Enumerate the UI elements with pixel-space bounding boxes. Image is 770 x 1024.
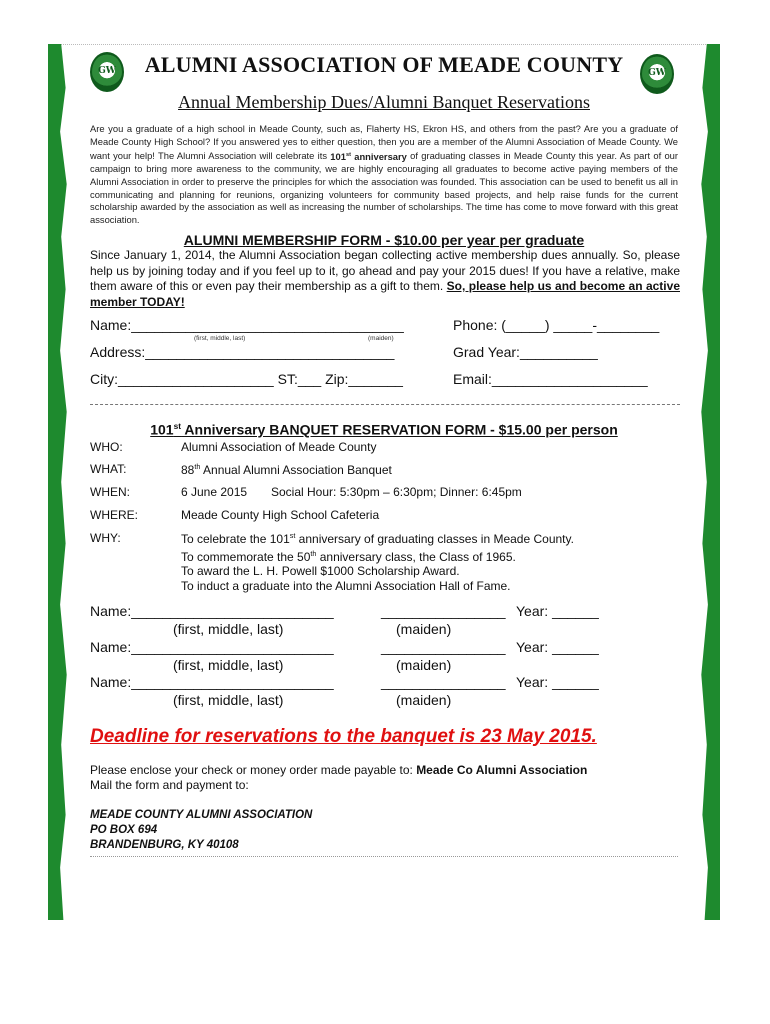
why-list — [181, 529, 574, 593]
why-item-2a: To commemorate the 50 — [181, 549, 311, 564]
member-grad-year-field[interactable]: Grad Year:__________ — [453, 344, 598, 360]
maiden-hint: (maiden) — [368, 335, 394, 342]
reservation-maiden-field-3[interactable]: ________________ — [381, 674, 506, 690]
banquet-form-title — [48, 421, 720, 438]
banquet-title-text: Anniversary BANQUET RESERVATION FORM - $15.00 per person — [181, 421, 618, 438]
what-value — [181, 460, 392, 478]
reservation-maiden-field-1[interactable]: ________________ — [381, 603, 506, 619]
reservation-year-field-1[interactable]: Year: ______ — [516, 603, 599, 619]
reservation-name-field-1[interactable]: Name:__________________________ — [90, 603, 334, 619]
member-name-field[interactable]: Name:___________________________________ — [90, 317, 404, 333]
reservation-hint-first-1: (first, middle, last) — [173, 621, 284, 637]
address-line-3: BRANDENBURG, KY 40108 — [90, 839, 239, 851]
member-email-field[interactable]: Email:____________________ — [453, 371, 648, 387]
right-green-border — [698, 44, 720, 920]
membership-text: Since January 1, 2014, the Alumni Association began collecting active membership dues annually. So, please help us by joining today and if you feel up to it, go ahead and pay your 2015 dues! If you have a relative, make them aware of this or even pay their membership as a gift to them. — [90, 248, 680, 293]
flyer-page — [48, 44, 720, 920]
name-hint: (first, middle, last) — [194, 335, 246, 342]
deadline-notice: Deadline for reservations to the banquet is 23 May 2015. — [90, 726, 597, 747]
enclose-line — [90, 763, 587, 778]
why-item-1a: To celebrate the 101 — [181, 532, 290, 546]
when-time: Social Hour: 5:30pm – 6:30pm; Dinner: 6:45pm — [271, 485, 522, 499]
why-label: WHY: — [90, 531, 121, 545]
who-value: Alumni Association of Meade County — [181, 440, 377, 454]
intro-anniversary-suffix: st — [345, 151, 351, 158]
why-item — [181, 529, 574, 547]
left-green-border — [48, 44, 70, 920]
intro-anniversary-number: 101 — [330, 150, 346, 162]
intro-paragraph — [90, 123, 678, 227]
payment-instructions — [90, 763, 587, 793]
what-number: 88 — [181, 463, 195, 477]
enclose-text: Please enclose your check or money order made payable to: — [90, 763, 417, 777]
membership-form-title: ALUMNI MEMBERSHIP FORM - $10.00 per year per graduate — [183, 232, 585, 248]
why-item-2sup: th — [310, 548, 317, 558]
why-item — [181, 547, 574, 565]
intro-text-2: of graduating classes in Meade County this year. As part of our campaign to bring more awareness to the community, we are highly encouraging all graduates to become active paying members of the Alumni Association in order to preserve the principles for which the association was founded. This association can be used to benefit us all in communicating and planning for reunions, organizing volunteers for community based projects, and help raise funds for the current scholarship awarded by the association as well as increasing the number of scholarships. The time has come to move forward with this great association. — [90, 150, 678, 226]
reservation-hint-maiden-1: (maiden) — [396, 621, 452, 637]
reservation-maiden-field-2[interactable]: ________________ — [381, 639, 506, 655]
mailing-address — [90, 808, 312, 853]
reservation-name-field-3[interactable]: Name:__________________________ — [90, 674, 334, 690]
member-phone-field[interactable]: Phone: (_____) _____-________ — [453, 317, 660, 333]
when-date: 6 June 2015 — [181, 485, 248, 499]
reservation-hint-first-2: (first, middle, last) — [173, 657, 284, 673]
where-value: Meade County High School Cafeteria — [181, 508, 380, 522]
member-city-state-zip-field[interactable]: City:____________________ ST:___ Zip:_______ — [90, 371, 403, 387]
where-label: WHERE: — [90, 508, 138, 522]
reservation-year-field-3[interactable]: Year: ______ — [516, 674, 599, 690]
what-text: Annual Alumni Association Banquet — [200, 463, 392, 477]
membership-paragraph — [90, 248, 680, 310]
who-label: WHO: — [90, 440, 123, 454]
reservation-year-field-2[interactable]: Year: ______ — [516, 639, 599, 655]
bottom-dotted-rule — [90, 856, 678, 857]
address-line-2: PO BOX 694 — [90, 824, 158, 836]
reservation-hint-maiden-3: (maiden) — [396, 692, 452, 708]
page-title: ALUMNI ASSOCIATION OF MEADE COUNTY — [144, 52, 624, 77]
member-address-field[interactable]: Address:________________________________ — [90, 344, 395, 360]
why-item-2b: anniversary class, the Class of 1965. — [316, 549, 516, 564]
what-suffix: th — [194, 462, 201, 471]
reservation-hint-first-3: (first, middle, last) — [173, 692, 284, 708]
what-label: WHAT: — [90, 462, 127, 476]
section-divider — [90, 404, 680, 405]
page-subtitle: Annual Membership Dues/Alumni Banquet Reservations — [178, 92, 590, 112]
banquet-title-suffix: st — [173, 421, 182, 431]
reservation-name-field-2[interactable]: Name:__________________________ — [90, 639, 334, 655]
reservation-hint-maiden-2: (maiden) — [396, 657, 452, 673]
why-item-1b: anniversary of graduating classes in Meade County. — [295, 532, 574, 546]
intro-text-1: Are you a graduate of a high school in Meade County, such as, Flaherty HS, Ekron HS, and others from the past? Are you a graduate of Meade County High School? If you answered yes to either question, then you are a member of the Alumni Association of Meade County. We want your help! The Alumni Association will celebrate its — [90, 123, 678, 162]
when-label: WHEN: — [90, 485, 130, 499]
why-item: To award the L. H. Powell $1000 Scholarship Award. — [181, 564, 460, 578]
intro-anniversary-word: anniversary — [350, 150, 407, 162]
address-line-1: MEADE COUNTY ALUMNI ASSOCIATION — [90, 809, 313, 821]
why-item-1sup: st — [289, 531, 296, 540]
why-item: To induct a graduate into the Alumni Association Hall of Fame. — [181, 578, 511, 593]
mail-line: Mail the form and payment to: — [90, 778, 249, 792]
membership-call-to-action: So, please help us and become an active member TODAY! — [90, 279, 680, 309]
banquet-title-number: 101 — [150, 421, 174, 438]
top-dotted-rule — [48, 44, 720, 45]
payee-name: Meade Co Alumni Association — [416, 763, 588, 777]
